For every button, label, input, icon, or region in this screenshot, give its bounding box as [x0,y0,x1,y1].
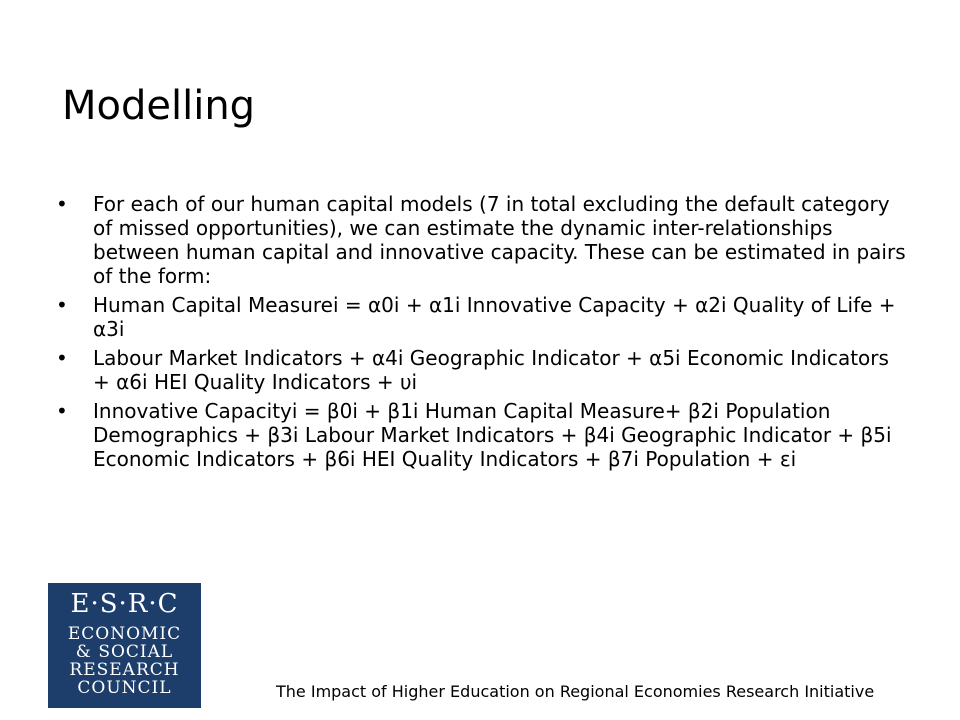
logo-line: ECONOMIC [67,624,182,644]
bullet-list [56,192,906,476]
bullet-text: Human Capital Measurei = α0i + α1i Innovative Capacity + α2i Quality of Life + α3i [93,293,896,341]
bullet-item [56,399,906,471]
esrc-logo [48,583,201,708]
bullet-dot: • [56,346,68,370]
bullet-item [56,346,906,394]
logo-line: RESEARCH [69,660,180,680]
logo-acronym: E·S·R·C [70,589,179,619]
bullet-text: Labour Market Indicators + α4i Geographic Indicator + α5i Economic Indicators + α6i HEI Quality Indicators + υi [93,346,889,394]
bullet-item [56,293,906,341]
bullet-text: Innovative Capacityi = β0i + β1i Human Capital Measure+ β2i Population Demographics + β3i Labour Market Indicators + β4i Geographic Indicator + β5i Economic Indicators + β6i HEI Quality Indicators + β7i Population + εi [93,399,892,471]
bullet-dot: • [56,192,68,216]
bullet-dot: • [56,399,68,423]
bullet-text: For each of our human capital models (7 in total excluding the default category of missed opportunities), we can estimate the dynamic inter-relationships between human capital and innovative capacity. These can be estimated in pairs of the form: [93,192,906,288]
bullet-item [56,192,906,288]
logo-line: COUNCIL [77,678,172,698]
logo-line: & SOCIAL [75,642,174,662]
slide-title: Modelling [62,83,256,129]
footer-text: The Impact of Higher Education on Regional Economies Research Initiative [276,682,875,701]
bullet-dot: • [56,293,68,317]
